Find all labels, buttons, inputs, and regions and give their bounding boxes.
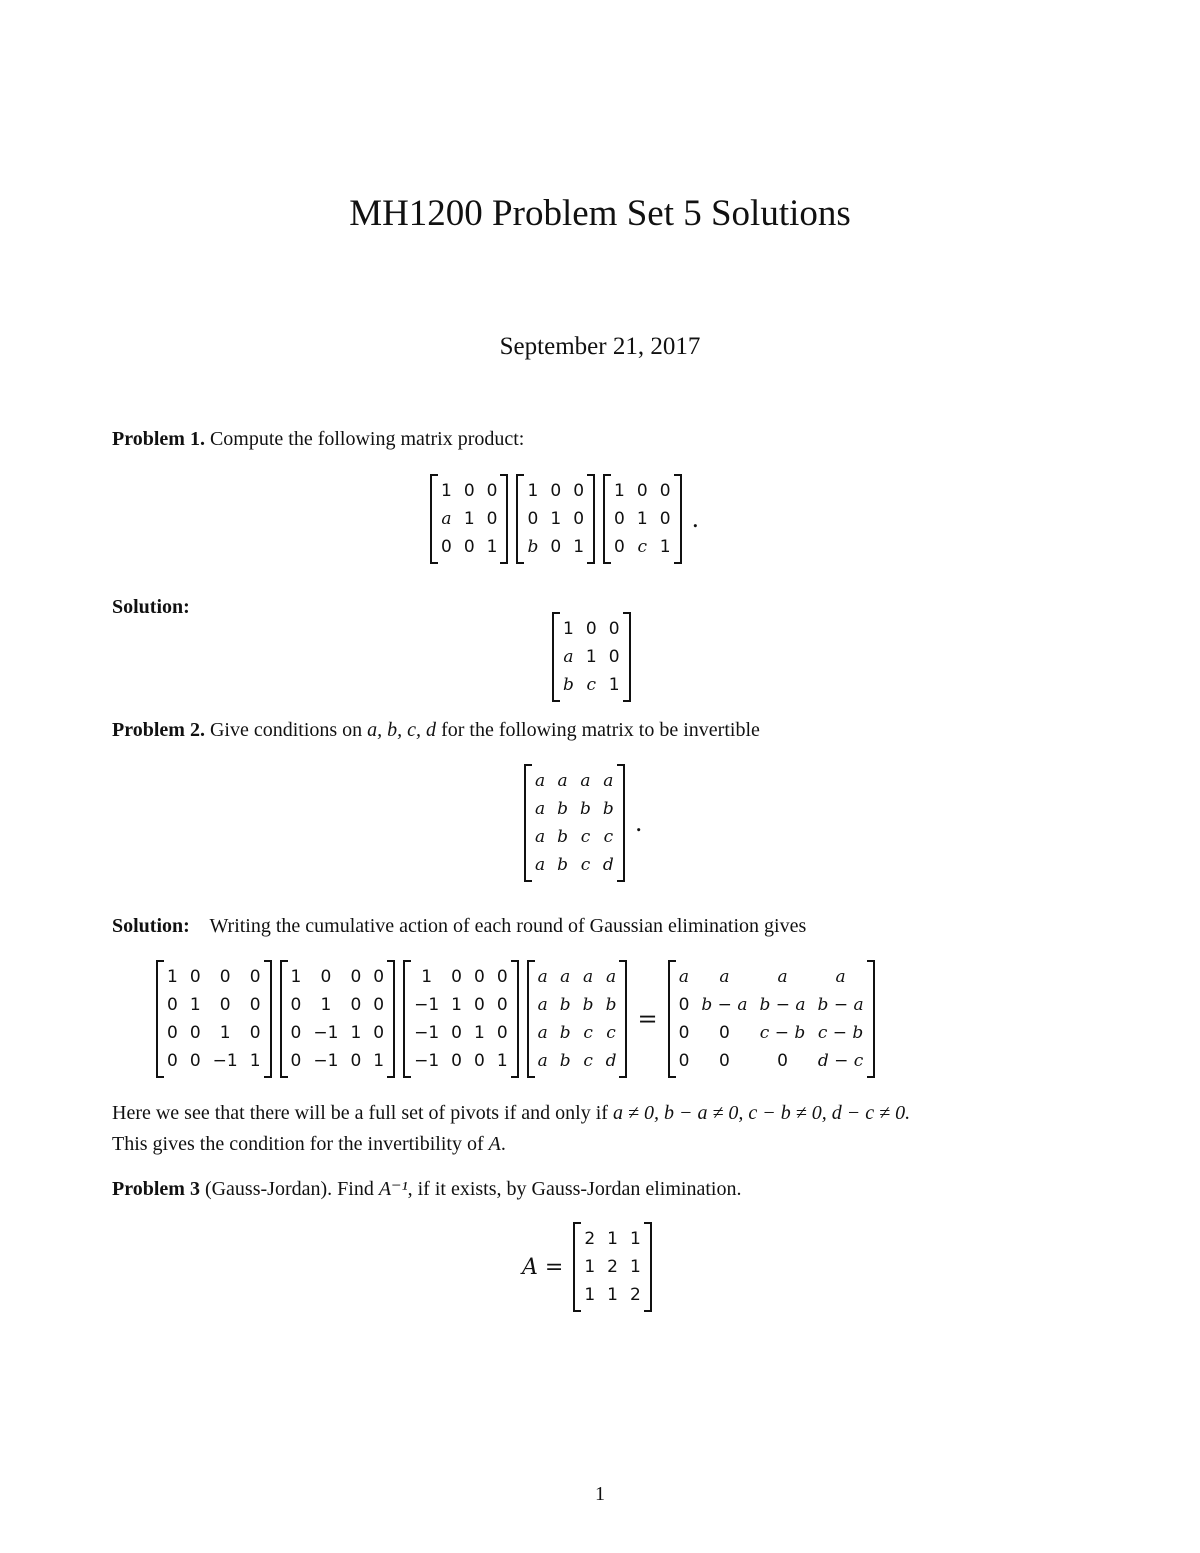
problem-3-statement (112, 1174, 1092, 1205)
matrix-entry: 0 (678, 995, 690, 1015)
matrix-entry: 1 (496, 1051, 508, 1071)
matrix-entry: 1 (421, 967, 433, 987)
matrix-row (521, 477, 590, 505)
problem-3-matrix-row (522, 1222, 656, 1312)
matrix-entry: 0 (473, 995, 485, 1015)
matrix-entry: b (559, 995, 571, 1015)
matrix-entry: 0 (608, 619, 620, 639)
matrix-entry: 0 (777, 1051, 788, 1071)
conclusion-text-a: Here we see that there will be a full set of pivots if and only if (112, 1102, 613, 1124)
conclusion-condition: a ≠ 0, b − a ≠ 0, c − b ≠ 0, d − c ≠ 0. (612, 1102, 911, 1124)
problem-1-label: Problem 1. (112, 428, 205, 450)
matrix-entry: 1 (573, 537, 585, 557)
matrix-entry: 1 (629, 1229, 641, 1249)
matrix-entry: 1 (441, 481, 452, 501)
gaussian-elimination-equation (152, 960, 879, 1078)
matrix-row (532, 1019, 623, 1047)
matrix-row (608, 505, 676, 533)
matrix-entry: a (535, 771, 546, 791)
matrix-entry: b (527, 537, 539, 557)
matrix-entry: 1 (585, 647, 597, 667)
problem-2-matrix-row (520, 764, 648, 882)
matrix-entry: c (583, 1023, 593, 1043)
problem-3-label: Problem 3 (112, 1178, 200, 1200)
matrix-entry: 1 (607, 1285, 618, 1305)
matrix-entry: c (603, 827, 614, 847)
matrix-row (578, 1253, 646, 1281)
matrix-entry: a (580, 771, 591, 791)
matrix-entry: b (557, 799, 569, 819)
matrix-row (285, 1019, 391, 1047)
matrix-entry: d − c (817, 1051, 864, 1071)
matrix-entry: a (441, 509, 452, 529)
equals-sign: = (637, 1005, 658, 1033)
matrix-entry: 0 (451, 1023, 462, 1043)
matrix-entry: 1 (249, 1051, 261, 1071)
matrix-row (673, 963, 870, 991)
matrix-row (408, 963, 514, 991)
matrix-entry: 1 (607, 1229, 618, 1249)
problem-2-text-a: Give conditions on (209, 719, 368, 741)
matrix-entry: 0 (550, 481, 562, 501)
document-date: September 21, 2017 (499, 333, 701, 360)
matrix-entry: c (580, 827, 591, 847)
matrix-entry: 0 (550, 537, 562, 557)
matrix-row (673, 1047, 870, 1075)
matrix-entry: 0 (527, 509, 539, 529)
matrix-entry: 0 (719, 1051, 730, 1071)
matrix-entry: 0 (496, 1023, 508, 1043)
matrix-entry: a (605, 967, 617, 987)
matrix-entry: a (678, 967, 690, 987)
matrix-entry: a (835, 967, 846, 987)
matrix-entry: d (602, 855, 614, 875)
matrix (516, 474, 595, 564)
matrix-entry: 0 (167, 1051, 178, 1071)
matrix-entry: 1 (550, 509, 562, 529)
matrix-entry: a (557, 771, 568, 791)
matrix-entry: b (557, 855, 569, 875)
matrix-entry: d (605, 1051, 617, 1071)
matrix-row (578, 1281, 646, 1309)
matrix-entry: 1 (451, 995, 462, 1015)
matrix (156, 960, 272, 1078)
matrix-entry: −1 (414, 1023, 440, 1043)
matrix-entry: 0 (373, 995, 385, 1015)
matrix-entry: 0 (496, 967, 508, 987)
matrix-row (161, 991, 267, 1019)
matrix-row (521, 533, 590, 561)
matrix-entry: 1 (486, 537, 498, 557)
matrix-entry: 0 (473, 1051, 485, 1071)
problem-3-inverse: A⁻¹ (378, 1178, 408, 1200)
matrix-entry: 0 (249, 967, 261, 987)
matrix-entry: 0 (585, 619, 597, 639)
problem-1-statement (112, 424, 1092, 455)
matrix-entry: 0 (290, 1023, 302, 1043)
matrix-entry: 0 (473, 967, 485, 987)
matrix-entry: 0 (373, 1023, 385, 1043)
matrix-row (532, 963, 623, 991)
matrix-entry: 0 (678, 1023, 690, 1043)
matrix-row (408, 1019, 514, 1047)
matrix-entry: 0 (219, 995, 231, 1015)
problem-2-statement (112, 715, 1092, 746)
matrix-row (285, 963, 391, 991)
matrix (430, 474, 508, 564)
matrix-row (435, 533, 503, 561)
problem-2-text-b: for the following matrix to be invertible (436, 719, 760, 741)
matrix-entry: c − b (759, 1023, 806, 1043)
matrix-row (673, 1019, 870, 1047)
conclusion-var: A (488, 1133, 501, 1155)
solution-2-conclusion (112, 1098, 1092, 1160)
problem-1-text: Compute the following matrix product: (209, 428, 525, 450)
matrix (280, 960, 396, 1078)
matrix-entry: a (535, 799, 546, 819)
matrix-entry: 0 (451, 1051, 462, 1071)
matrix-row (608, 533, 676, 561)
matrix-entry: 1 (320, 995, 332, 1015)
matrix-entry: 0 (249, 1023, 261, 1043)
matrix-entry: a (583, 967, 594, 987)
document-title: MH1200 Problem Set 5 Solutions (349, 193, 851, 234)
matrix-entry: 0 (463, 481, 475, 501)
matrix-entry: 2 (607, 1257, 618, 1277)
matrix-entry: b (582, 995, 594, 1015)
matrix-row (529, 795, 620, 823)
matrix-row (529, 851, 620, 879)
matrix-entry: 1 (473, 1023, 485, 1043)
matrix-entry: 0 (189, 1051, 201, 1071)
matrix-entry: 0 (167, 1023, 178, 1043)
matrix-entry: b (605, 995, 617, 1015)
matrix-entry: 0 (608, 647, 620, 667)
matrix-entry: 2 (629, 1285, 641, 1305)
solution-1-matrix-row (548, 612, 635, 702)
matrix-entry: −1 (313, 1023, 339, 1043)
matrix-entry: 0 (350, 967, 362, 987)
matrix-entry: 0 (659, 481, 671, 501)
matrix-a-label: A = (522, 1254, 564, 1280)
problem-1-product (426, 474, 705, 564)
solution-1-label: Solution: (112, 596, 190, 618)
matrix-entry: 0 (373, 967, 385, 987)
matrix-row (408, 991, 514, 1019)
matrix-entry: a (560, 967, 571, 987)
matrix-entry: b (559, 1023, 571, 1043)
matrix-entry: 0 (719, 1023, 730, 1043)
matrix-entry: a (563, 647, 574, 667)
matrix-entry: 0 (350, 995, 362, 1015)
matrix-entry: 0 (573, 481, 585, 501)
matrix-entry: b (580, 799, 591, 819)
matrix-entry: 1 (290, 967, 302, 987)
problem-3-text-b: , if it exists, by Gauss-Jordan elimination. (407, 1178, 742, 1200)
matrix-entry: −1 (414, 1051, 440, 1071)
matrix-entry: 1 (463, 509, 475, 529)
matrix-row (435, 477, 503, 505)
matrix-entry: c (580, 855, 591, 875)
matrix-entry: a (537, 1023, 548, 1043)
page-number: 1 (595, 1483, 605, 1505)
matrix-entry: 1 (636, 509, 648, 529)
matrix-row (161, 1019, 267, 1047)
matrix-entry: 1 (659, 537, 671, 557)
matrix-row (557, 671, 626, 699)
matrix-row (529, 767, 620, 795)
matrix-entry: c (583, 1051, 593, 1071)
matrix-row (435, 505, 503, 533)
matrix-entry: 1 (350, 1023, 362, 1043)
conclusion-end: . (500, 1133, 506, 1155)
matrix-entry: 0 (486, 509, 498, 529)
matrix-entry: 0 (441, 537, 452, 557)
matrix-entry: a (537, 967, 548, 987)
solution-2-text: Writing the cumulative action of each round of Gaussian elimination gives (209, 915, 807, 937)
problem-3-subtitle: (Gauss-Jordan). (204, 1178, 333, 1200)
matrix-entry: 0 (290, 1051, 302, 1071)
problem-3-text-a: Find (337, 1178, 379, 1200)
matrix-entry: −1 (212, 1051, 238, 1071)
matrix-entry: b (563, 675, 574, 695)
matrix-entry: 1 (614, 481, 625, 501)
matrix (668, 960, 875, 1078)
solution-2-statement (112, 911, 1092, 942)
problem-2-vars: a, b, c, d (367, 719, 437, 741)
matrix-entry: 0 (451, 967, 462, 987)
matrix-row (285, 991, 391, 1019)
problem-2-label: Problem 2. (112, 719, 205, 741)
matrix-row (532, 991, 623, 1019)
matrix-entry: c (586, 675, 597, 695)
matrix-entry: 1 (584, 1257, 596, 1277)
matrix-row (408, 1047, 514, 1075)
matrix-entry: a (777, 967, 788, 987)
matrix-entry: 0 (189, 1023, 201, 1043)
matrix-entry: −1 (414, 995, 440, 1015)
matrix-entry: 1 (584, 1285, 596, 1305)
matrix-entry: a (537, 1051, 548, 1071)
matrix-entry: 1 (563, 619, 574, 639)
matrix-entry: b − a (759, 995, 806, 1015)
matrix-entry: 1 (527, 481, 539, 501)
matrix-entry: 0 (189, 967, 201, 987)
matrix-entry: b (559, 1051, 571, 1071)
matrix-entry: c (606, 1023, 616, 1043)
matrix-row (285, 1047, 391, 1075)
matrix-entry: a (535, 827, 546, 847)
matrix-entry: 0 (636, 481, 648, 501)
conclusion-text-b: This gives the condition for the invertibility of (112, 1133, 489, 1155)
matrix-entry: a (719, 967, 730, 987)
trailing-period: . (634, 809, 643, 837)
matrix-entry: b (557, 827, 569, 847)
matrix-row (557, 643, 626, 671)
matrix-entry: −1 (313, 1051, 339, 1071)
matrix-entry: 1 (219, 1023, 231, 1043)
matrix-entry: c (637, 537, 648, 557)
matrix-entry: 1 (608, 675, 620, 695)
matrix-entry: 0 (167, 995, 178, 1015)
trailing-period: . (691, 505, 700, 533)
matrix-entry: 1 (189, 995, 201, 1015)
matrix-row (578, 1225, 646, 1253)
matrix-row (608, 477, 676, 505)
matrix (603, 474, 681, 564)
matrix-entry: 0 (659, 509, 671, 529)
matrix (403, 960, 519, 1078)
matrix (573, 1222, 651, 1312)
matrix-entry: c − b (817, 1023, 864, 1043)
matrix-entry: 0 (496, 995, 508, 1015)
matrix-entry: 0 (614, 509, 625, 529)
matrix-entry: 0 (350, 1051, 362, 1071)
matrix-entry: 0 (573, 509, 585, 529)
matrix-entry: 0 (249, 995, 261, 1015)
matrix-entry: 1 (167, 967, 178, 987)
matrix-entry: b (602, 799, 614, 819)
matrix (524, 764, 625, 882)
matrix-row (557, 615, 626, 643)
matrix-entry: 0 (486, 481, 498, 501)
matrix-row (161, 963, 267, 991)
matrix-entry: 0 (290, 995, 302, 1015)
matrix-entry: 0 (463, 537, 475, 557)
matrix-entry: 1 (629, 1257, 641, 1277)
matrix-entry: a (537, 995, 548, 1015)
matrix-entry: a (603, 771, 614, 791)
matrix-row (673, 991, 870, 1019)
solution-2-label: Solution: (112, 915, 190, 937)
matrix-entry: b − a (701, 995, 748, 1015)
matrix-row (529, 823, 620, 851)
matrix-row (532, 1047, 623, 1075)
matrix (552, 612, 631, 702)
matrix-entry: 0 (320, 967, 332, 987)
matrix-entry: 0 (614, 537, 625, 557)
matrix-row (161, 1047, 267, 1075)
matrix-entry: b − a (817, 995, 864, 1015)
matrix-row (521, 505, 590, 533)
matrix (527, 960, 628, 1078)
matrix-entry: 2 (584, 1229, 596, 1249)
matrix-entry: 0 (219, 967, 231, 987)
matrix-entry: 1 (373, 1051, 385, 1071)
matrix-entry: a (535, 855, 546, 875)
matrix-entry: 0 (678, 1051, 690, 1071)
